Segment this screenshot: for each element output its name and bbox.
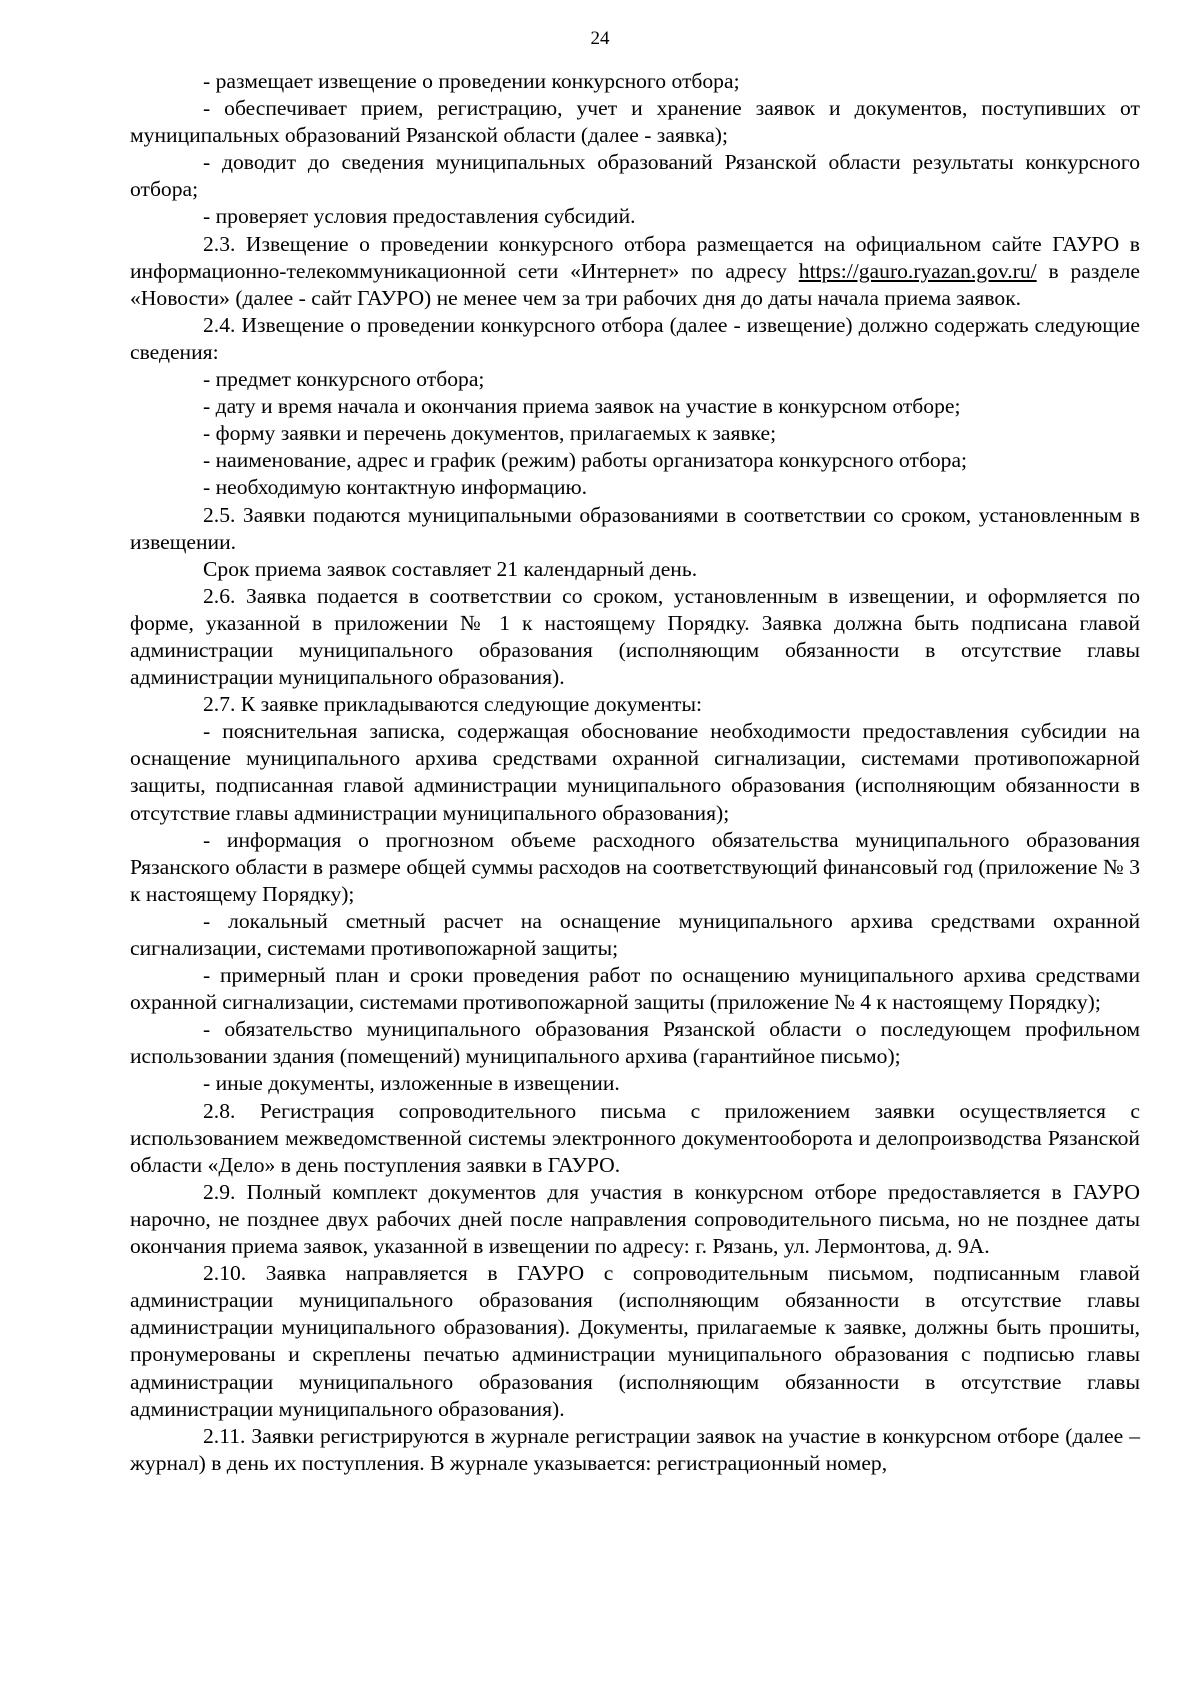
- list-item-subject: - предмет конкурсного отбора;: [203, 367, 485, 392]
- list-item-form: - форму заявки и перечень документов, прилагаемых к заявке;: [203, 421, 777, 446]
- paragraph-2-5: 2.5. Заявки подаются муниципальными образованиями в соответствии со сроком, установленным в извещении.: [130, 502, 1140, 554]
- list-item-organizer: - наименование, адрес и график (режим) работы организатора конкурсного отбора;: [203, 448, 968, 473]
- list-item-obligation: - обязательство муниципального образования Рязанской области о последующем профильном использовании здания (помещений) муниципального архива (гарантийное письмо);: [130, 1017, 1140, 1069]
- list-item-contacts: - необходимую контактную информацию.: [203, 475, 588, 500]
- list-item-explanatory-note: - пояснительная записка, содержащая обоснование необходимости предоставления субсидии на оснащение муниципального архива средствами охранной сигнализации, системами противопожарной защиты, подписанная главой администрации муниципального образования (исполняющим обязанности в отсутствие главы администрации муниципального образования);: [130, 719, 1140, 825]
- list-item-other-docs: - иные документы, изложенные в извещении.: [203, 1071, 620, 1096]
- page-number: 24: [590, 28, 610, 49]
- paragraph-term: Срок приема заявок составляет 21 календарный день.: [203, 556, 698, 581]
- paragraph-2-9: 2.9. Полный комплект документов для участия в конкурсном отборе предоставляется в ГАУРО нарочно, не позднее двух рабочих дней после направления сопроводительного письма, но не позднее даты окончания приема заявок, указанной в извещении по адресу: г. Рязань, ул. Лермонтова, д. 9А.: [130, 1179, 1140, 1259]
- paragraph-2-10: 2.10. Заявка направляется в ГАУРО с сопроводительным письмом, подписанным главой администрации муниципального образования (исполняющим обязанности в отсутствие главы администрации муниципального образования). Документы, прилагаемые к заявке, должны быть прошиты, пронумерованы и скреплены печатью администрации муниципального образования с подписью главы администрации муниципального образования (исполняющим обязанности в отсутствие главы администрации муниципального образования).: [130, 1261, 1140, 1421]
- paragraph-informs-results: - доводит до сведения муниципальных образований Рязанской области результаты конкурсного отбора;: [130, 150, 1140, 202]
- paragraph-checks-conditions: - проверяет условия предоставления субсидий.: [203, 204, 636, 229]
- paragraph-2-4: 2.4. Извещение о проведении конкурсного отбора (далее - извещение) должно содержать следующие сведения:: [130, 312, 1140, 364]
- paragraph-posts-notice: - размещает извещение о проведении конкурсного отбора;: [203, 69, 740, 93]
- list-item-estimate: - локальный сметный расчет на оснащение муниципального архива средствами охранной сигнализации, системами противопожарной защиты;: [130, 908, 1140, 960]
- list-item-forecast-info: - информация о прогнозном объеме расходного обязательства муниципального образования Рязанского области в размере общей суммы расходов на соответствующий финансовый год (приложение № 3 к настоящему Порядку);: [130, 827, 1140, 906]
- paragraph-2-3-text-before: 2.3. Извещение о проведении конкурсного отбора размещается на официальном сайте ГАУРО в информационно-телекоммуникационной сети «Интернет» по адресу: [130, 231, 1140, 283]
- document-body: [130, 68, 1140, 1477]
- list-item-dates: - дату и время начала и окончания приема заявок на участие в конкурсном отборе;: [203, 394, 961, 419]
- paragraph-2-8: 2.8. Регистрация сопроводительного письма с приложением заявки осуществляется с использованием межведомственной системы электронного документооборота и делопроизводства Рязанской области «Дело» в день поступления заявки в ГАУРО.: [130, 1098, 1140, 1177]
- paragraph-2-7: 2.7. К заявке прикладываются следующие документы:: [203, 692, 702, 717]
- paragraph-2-6: 2.6. Заявка подается в соответствии со сроком, установленным в извещении, и оформляется по форме, указанной в приложении № 1 к настоящему Порядку. Заявка должна быть подписана главой администрации муниципального образования (исполняющим обязанности в отсутствие главы администрации муниципального образования).: [130, 583, 1140, 690]
- list-item-work-plan: - примерный план и сроки проведения работ по оснащению муниципального архива средствами охранной сигнализации, системами противопожарной защиты (приложение № 4 к настоящему Порядку);: [130, 963, 1140, 1015]
- paragraph-2-3: [130, 231, 1140, 312]
- paragraph-receives-applications: - обеспечивает прием, регистрацию, учет и хранение заявок и документов, поступивших от муниципальных образований Рязанской области (далее - заявка);: [130, 96, 1140, 148]
- paragraph-2-11: 2.11. Заявки регистрируются в журнале регистрации заявок на участие в конкурсном отборе (далее – журнал) в день их поступления. В журнале указывается: регистрационный номер,: [130, 1423, 1140, 1475]
- gauro-website-link[interactable]: https://gauro.ryazan.gov.ru/: [798, 258, 1037, 283]
- paragraph-2-3-text-after: в разделе «Новости» (далее - сайт ГАУРО) не менее чем за три рабочих дня до даты начала приема заявок.: [130, 258, 1140, 310]
